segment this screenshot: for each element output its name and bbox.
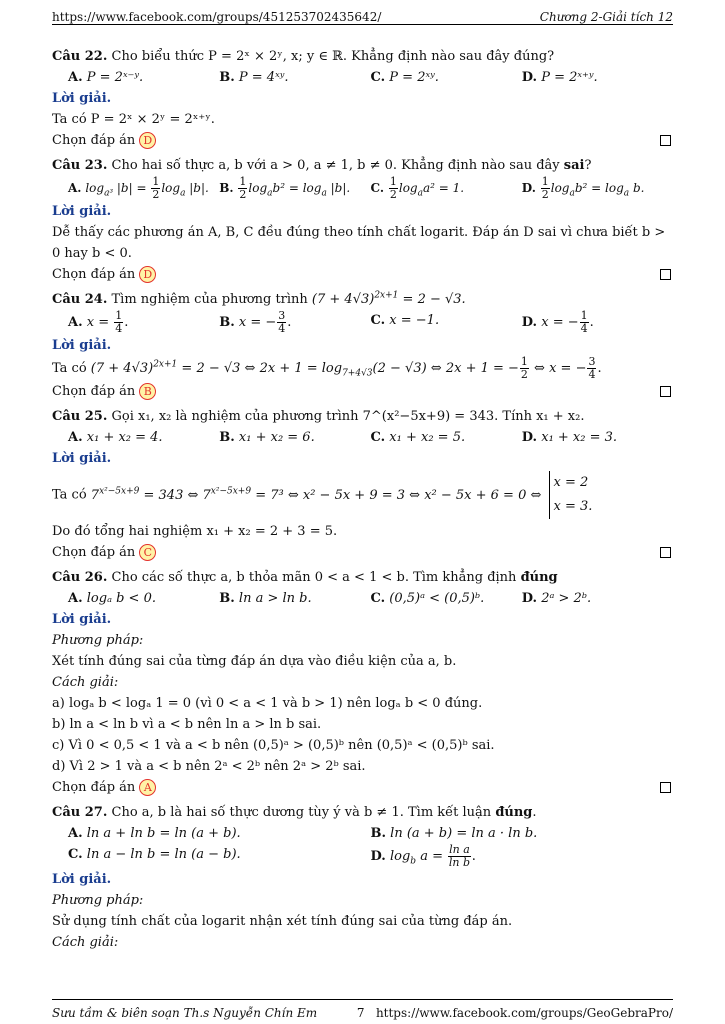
option-c: C. $\frac{1}{2}$ $\log_aa^2 = 1$. — [370, 175, 465, 201]
question-23: Câu 23. Cho hai số thực a, b với a > 0, a ≠ 1, b ≠ 0. Khẳng định nào sau đây sai? A. $\log_{a^3} |b|$ = $\frac{1}{2}$ $\log_a |b|$. B. $\frac{1}{2}$ $\log_ab^2 = \log_a |b|$. C. $\frac{1}{2}$ $\log_aa^2 = 1$. D. $\frac{1}{2}$ $\log_ab^2 = \log_a b$. Lời giải. Dễ thấy các phương án A, B, C đều đúng theo tính chất logarit. Đáp án D sai vì chưa biết b > 0 hay b < 0. Chọn đáp án D — [52, 155, 673, 285]
question-22: Câu 22. Cho biểu thức P = 2ˣ × 2ʸ, x; y ∈ ℝ. Khẳng định nào sau đây đúng? A. P = 2ˣ⁻ʸ. B. P = 4ˣʸ. C. P = 2ˣʸ. D. P = 2ˣ⁺ʸ. Lời giải. Ta có P = 2ˣ × 2ʸ = 2ˣ⁺ʸ. Chọn đáp án D — [52, 46, 673, 151]
solution-heading: Lời giải. — [52, 91, 112, 106]
option-b: B. ln (a + b) = ln a · ln b. — [370, 826, 538, 841]
solution-text: Ta có $(7 + 4√3)^{2x+1} = 2 - √3$ ⇔ $2x + 1 = \log_{7+4√3}(2 - √3)$ ⇔ 2x + 1 = − $\frac{1}{2}$ ⇔ x = − $\frac{3}{4}$ . — [52, 355, 602, 381]
answer-line: Chọn đáp án D — [52, 130, 673, 151]
question-27: Câu 27. Cho a, b là hai số thực dương tùy ý và b ≠ 1. Tìm kết luận đúng. A. ln a + ln b = ln (a + b). B. ln (a + b) = ln a · ln b. C. ln a − ln b = ln (a − b). D. $\log_b a$ = $\frac{\text{ln a}}{\text{ln b}}$ . Lời giải. Phương pháp: Sử dụng tính chất của logarit nhận xét tính đúng sai của từng đáp án. Cách giải: — [52, 802, 673, 953]
answer-line: Chọn đáp án A — [52, 777, 673, 798]
option-c: C. ln a − ln b = ln (a − b). — [68, 847, 241, 862]
step-c: c) Vì 0 < 0,5 < 1 và a < b nên (0,5)ᵃ > (0,5)ᵇ nên (0,5)ᵃ < (0,5)ᵇ sai. — [52, 738, 495, 753]
solution-text: Ta có $7^{x^2-5x+9} = 343$ ⇔ $7^{x^2-5x+9} = 7^3$ ⇔ x² − 5x + 9 = 3 ⇔ x² − 5x + 6 = 0 ⇔ x = 2 x = 3. — [52, 471, 673, 519]
option-c: C. x = −1. — [370, 313, 440, 328]
option-a: A. $\log_{a^3} |b|$ = $\frac{1}{2}$ $\log_a |b|$. — [68, 175, 209, 201]
answer-badge: B — [139, 383, 156, 400]
step-a: a) logₐ b < logₐ 1 = 0 (vì 0 < a < 1 và b > 1) nên logₐ b < 0 đúng. — [52, 696, 483, 711]
option-c: C. P = 2ˣʸ. — [370, 70, 439, 85]
option-b: B. x₁ + x₂ = 6. — [219, 430, 315, 445]
page-content — [52, 42, 673, 953]
option-b: B. $\frac{1}{2}$ $\log_ab^2 = \log_a |b|$. — [219, 175, 351, 201]
option-c: C. x₁ + x₂ = 5. — [370, 430, 466, 445]
qed-square-icon — [660, 547, 671, 558]
method-heading: Phương pháp: — [52, 633, 144, 648]
header-chapter: Chương 2-Giải tích 12 — [539, 10, 673, 24]
option-b: B. x = − $\frac{3}{4}$ . — [219, 309, 292, 335]
solution-conclusion: Do đó tổng hai nghiệm x₁ + x₂ = 2 + 3 = 5. — [52, 524, 338, 539]
equation-system: x = 2 x = 3. — [549, 471, 593, 519]
answer-badge: D — [139, 132, 156, 149]
answer-line: Chọn đáp án C — [52, 542, 673, 563]
option-d: D. $\log_b a$ = $\frac{\text{ln a}}{\text{ln b}}$ . — [370, 843, 476, 869]
footer-author: Sưu tầm & biên soạn Th.s Nguyễn Chín Em — [52, 1006, 318, 1020]
option-b: B. ln a > ln b. — [219, 591, 312, 606]
answer-badge: D — [139, 266, 156, 283]
option-d: D. x = − $\frac{1}{4}$ . — [521, 309, 594, 335]
qed-square-icon — [660, 135, 671, 146]
step-d: d) Vì 2 > 1 và a < b nên 2ᵃ < 2ᵇ nên 2ᵃ > 2ᵇ sai. — [52, 759, 366, 774]
option-a: A. P = 2ˣ⁻ʸ. — [68, 70, 144, 85]
page-header — [52, 6, 673, 25]
option-a: A. x = $\frac{1}{4}$ . — [68, 309, 129, 335]
option-d: D. $\frac{1}{2}$ $\log_ab^2 = \log_a b$. — [521, 175, 645, 201]
header-link[interactable]: https://www.facebook.com/groups/451253702435642/ — [52, 10, 382, 24]
qed-square-icon — [660, 782, 671, 793]
option-a: A. x₁ + x₂ = 4. — [68, 430, 163, 445]
answer-badge: A — [139, 779, 156, 796]
answer-line: Chọn đáp án D — [52, 264, 673, 285]
solution-text: Ta có P = 2ˣ × 2ʸ = 2ˣ⁺ʸ. — [52, 112, 215, 127]
option-b: B. P = 4ˣʸ. — [219, 70, 289, 85]
option-a: A. ln a + ln b = ln (a + b). — [68, 826, 241, 841]
howto-heading: Cách giải: — [52, 675, 119, 690]
page-number: 7 — [356, 1006, 365, 1020]
option-d: D. 2ᵃ > 2ᵇ. — [521, 591, 592, 606]
page-footer — [52, 999, 673, 1020]
question-24: Câu 24. Tìm nghiệm của phương trình $(7 + 4√3)^{2x+1} = 2 - √3$. A. x = $\frac{1}{4}$ . B. x = − $\frac{3}{4}$ . C. x = −1. D. x = − $\frac{1}{4}$ . Lời giải. Ta có $(7 + 4√3)^{2x+1} = 2 - √3$ ⇔ $2x + 1 = \log_{7+4√3}(2 - √3)$ ⇔ 2x + 1 = − $\frac{1}{2}$ ⇔ x = − $\frac{3}{4}$ . Chọn đáp án B — [52, 289, 673, 402]
option-a: A. logₐ b < 0. — [68, 591, 156, 606]
qed-square-icon — [660, 386, 671, 397]
answer-line: Chọn đáp án B — [52, 381, 673, 402]
solution-text: Dễ thấy các phương án A, B, C đều đúng theo tính chất logarit. Đáp án D sai vì chưa biết b > 0 hay b < 0. — [52, 225, 666, 261]
question-25: Câu 25. Gọi x₁, x₂ là nghiệm của phương trình 7^(x²−5x+9) = 343. Tính x₁ + x₂. A. x₁ + x₂ = 4. B. x₁ + x₂ = 6. C. x₁ + x₂ = 5. D. x₁ + x₂ = 3. Lời giải. Ta có $7^{x^2-5x+9} = 343$ ⇔ $7^{x^2-5x+9} = 7^3$ ⇔ x² − 5x + 9 = 3 ⇔ x² − 5x + 6 = 0 ⇔ x = 2 x = 3. Do đó tổng hai nghiệm x₁ + x₂ = 2 + 3 = 5. Chọn đáp án C — [52, 406, 673, 563]
option-d: D. x₁ + x₂ = 3. — [521, 430, 618, 445]
answer-badge: C — [139, 544, 156, 561]
footer-link[interactable]: https://www.facebook.com/groups/GeoGebraPro/ — [375, 1006, 673, 1020]
method-text: Xét tính đúng sai của từng đáp án dựa vào điều kiện của a, b. — [52, 654, 457, 669]
option-d: D. P = 2ˣ⁺ʸ. — [521, 70, 598, 85]
option-c: C. (0,5)ᵃ < (0,5)ᵇ. — [370, 591, 485, 606]
qed-square-icon — [660, 269, 671, 280]
method-text: Sử dụng tính chất của logarit nhận xét tính đúng sai của từng đáp án. — [52, 914, 513, 929]
step-b: b) ln a < ln b vì a < b nên ln a > ln b sai. — [52, 717, 322, 732]
question-26: Câu 26. Cho các số thực a, b thỏa mãn 0 < a < 1 < b. Tìm khẳng định đúng A. logₐ b < 0. B. ln a > ln b. C. (0,5)ᵃ < (0,5)ᵇ. D. 2ᵃ > 2ᵇ. Lời giải. Phương pháp: Xét tính đúng sai của từng đáp án dựa vào điều kiện của a, b. Cách giải: a) logₐ b < logₐ 1 = 0 (vì 0 < a < 1 và b > 1) nên logₐ b < 0 đúng. b) ln a < ln b vì a < b nên ln a > ln b sai. c) Vì 0 < 0,5 < 1 và a < b nên (0,5)ᵃ > (0,5)ᵇ nên (0,5)ᵃ < (0,5)ᵇ sai. d) Vì 2 > 1 và a < b nên 2ᵃ < 2ᵇ nên 2ᵃ > 2ᵇ sai. Chọn đáp án A — [52, 567, 673, 798]
